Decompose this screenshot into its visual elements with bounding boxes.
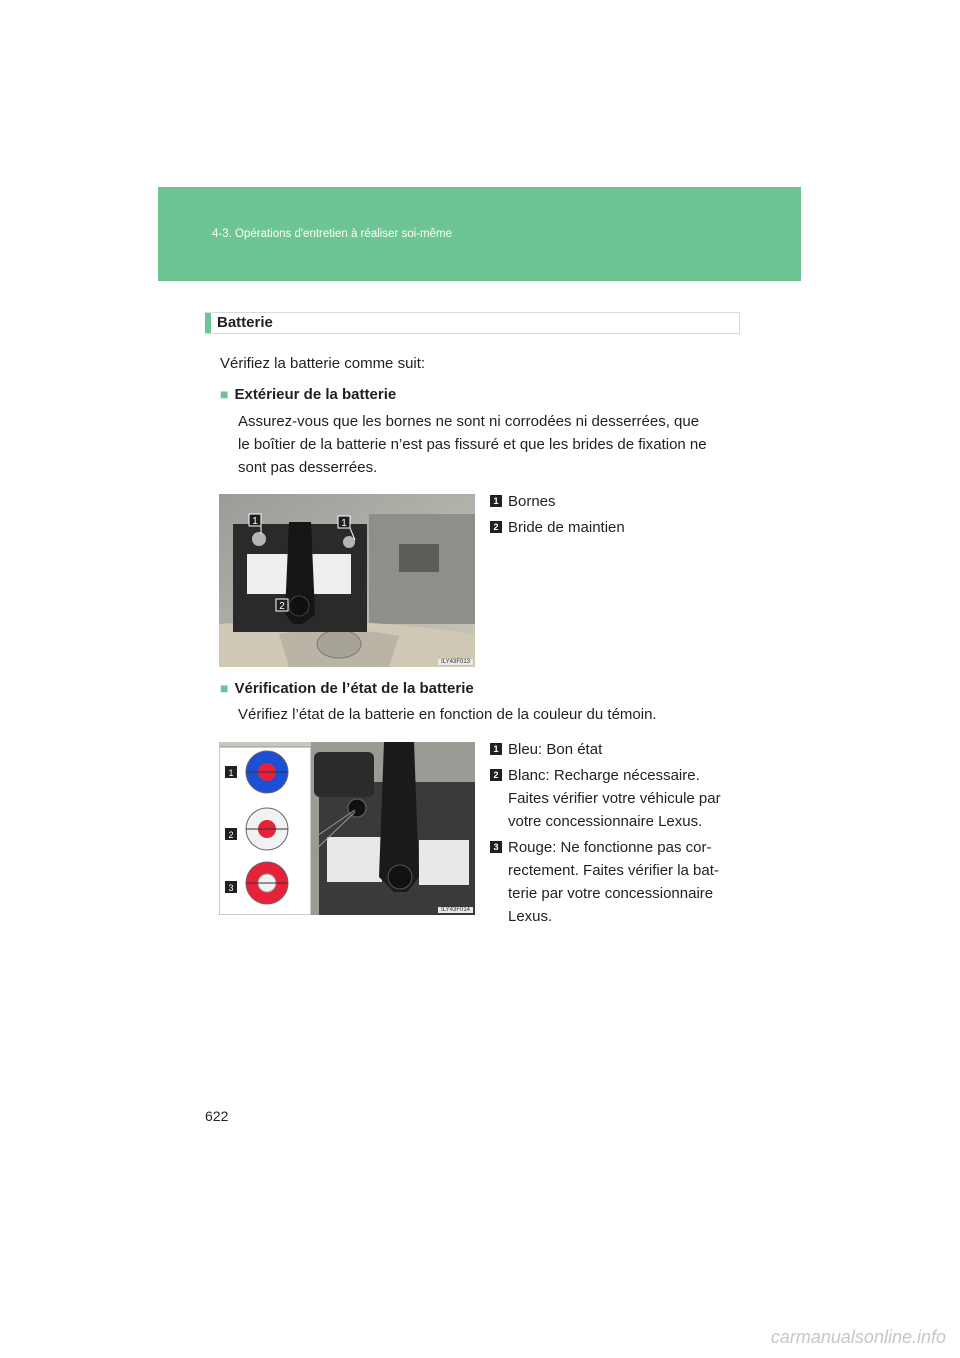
svg-text:1: 1 — [252, 516, 258, 527]
item-blanc-line-3: votre concessionnaire Lexus. — [508, 813, 703, 830]
callout-2-icon: 2 — [490, 769, 502, 781]
callout-3-icon: 3 — [490, 841, 502, 853]
section-title-bar — [205, 313, 211, 333]
breadcrumb: 4-3. Opérations d'entretien à réaliser soi-même — [212, 228, 452, 240]
svg-text:3: 3 — [228, 883, 234, 893]
section-title — [205, 312, 740, 334]
item-rouge-line-3: terie par votre concessionnaire — [508, 885, 714, 902]
square-bullet-icon: ■ — [220, 386, 229, 402]
intro-text: Vérifiez la batterie comme suit: — [220, 355, 426, 372]
item-rouge-line-1: Rouge: Ne fonctionne pas cor- — [508, 839, 712, 856]
exterior-line-3: sont pas desserrées. — [238, 459, 378, 476]
condition-description: Vérifiez l’état de la batterie en fonction de la couleur du témoin. — [238, 706, 657, 723]
callout-1-icon: 1 — [490, 495, 502, 507]
exterior-line-1: Assurez-vous que les bornes ne sont ni corrodées ni desserrées, que — [238, 413, 700, 430]
item-blanc-line-1: Blanc: Recharge nécessaire. — [508, 767, 700, 784]
exterior-title: Extérieur de la batterie — [234, 386, 397, 403]
item-bleu — [508, 738, 743, 761]
svg-text:1: 1 — [228, 768, 234, 778]
photo-code: ILY43F014 — [438, 907, 473, 913]
item-rouge-line-4: Lexus. — [508, 908, 553, 925]
battery-indicator-photo — [219, 742, 475, 915]
square-bullet-icon: ■ — [220, 680, 229, 696]
item-rouge — [508, 836, 743, 928]
item-bleu-line: Bleu: Bon état — [508, 741, 603, 758]
item-blanc-line-2: Faites vérifier votre véhicule par — [508, 790, 721, 807]
watermark: carmanualsonline.info — [770, 1327, 946, 1347]
section-title-text: Batterie — [217, 314, 273, 331]
header-band — [158, 187, 801, 281]
exterior-line-2: le boîtier de la batterie n’est pas fissuré et que les brides de fixation ne — [238, 436, 707, 453]
item-bride: Bride de maintien — [508, 519, 625, 536]
svg-text:2: 2 — [279, 601, 285, 612]
battery-exterior-photo — [219, 494, 475, 667]
item-rouge-line-2: rectement. Faites vérifier la bat- — [508, 862, 719, 879]
svg-text:1: 1 — [341, 518, 347, 529]
item-blanc — [508, 764, 743, 833]
exterior-heading — [220, 386, 396, 403]
photo-code: ILY43F013 — [438, 659, 473, 665]
callout-1-icon: 1 — [490, 743, 502, 755]
condition-title: Vérification de l’état de la batterie — [234, 680, 474, 697]
page-number: 622 — [205, 1108, 229, 1124]
svg-text:2: 2 — [228, 830, 234, 840]
condition-heading — [220, 680, 474, 697]
callout-2-icon: 2 — [490, 521, 502, 533]
item-bornes: Bornes — [508, 493, 556, 510]
